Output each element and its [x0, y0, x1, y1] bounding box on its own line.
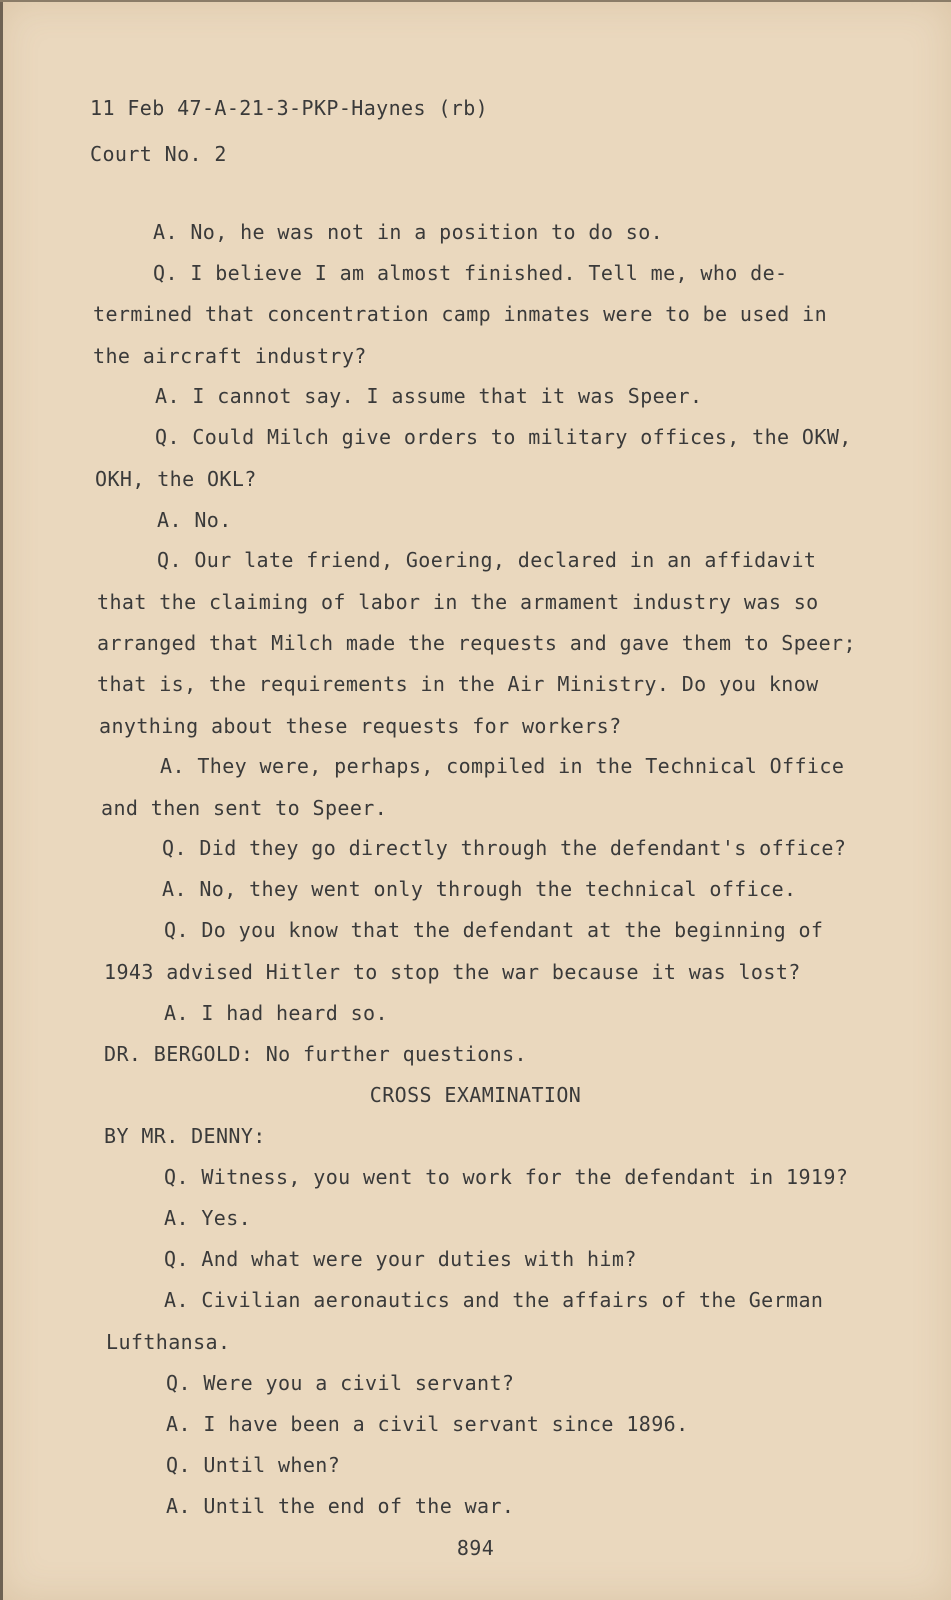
transcript-line: A. I cannot say. I assume that it was Speer.: [155, 384, 703, 408]
transcript-line: arranged that Milch made the requests and gave them to Speer;: [97, 631, 856, 655]
transcript-line: Q. I believe I am almost finished. Tell me, who de-: [153, 261, 788, 285]
transcript-line: Q. Were you a civil servant?: [166, 1371, 515, 1395]
transcript-line: 1943 advised Hitler to stop the war because it was lost?: [104, 960, 801, 984]
transcript-line: and then sent to Speer.: [101, 796, 388, 820]
transcript-line: A. No, they went only through the technical office.: [162, 877, 797, 901]
transcript-line: A. Civilian aeronautics and the affairs of the German: [164, 1288, 824, 1312]
transcript-line: A. Yes.: [164, 1206, 252, 1230]
transcript-line: termined that concentration camp inmates were to be used in: [93, 302, 828, 326]
section-heading: CROSS EXAMINATION: [369, 1083, 582, 1107]
transcript-line: Q. Witness, you went to work for the defendant in 1919?: [164, 1165, 849, 1189]
transcript-line: OKH, the OKL?: [95, 467, 257, 491]
transcript-line: Q. Did they go directly through the defendant's office?: [162, 836, 847, 860]
speaker-line: DR. BERGOLD: No further questions.: [104, 1042, 527, 1066]
transcript-line: that is, the requirements in the Air Ministry. Do you know: [97, 672, 819, 696]
transcript-line: A. They were, perhaps, compiled in the Technical Office: [160, 754, 845, 778]
transcript-line: A. No.: [157, 508, 232, 532]
transcript-line: Q. Our late friend, Goering, declared in an affidavit: [157, 548, 817, 572]
transcript-line: Q. Until when?: [166, 1453, 341, 1477]
header-reference: 11 Feb 47-A-21-3-PKP-Haynes (rb): [90, 96, 489, 120]
transcript-line: A. I had heard so.: [164, 1001, 388, 1025]
transcript-line: that the claiming of labor in the armament industry was so: [97, 590, 819, 614]
page-top-edge: [0, 0, 951, 2]
transcript-line: Q. Do you know that the defendant at the beginning of: [164, 918, 824, 942]
transcript-line: Q. Could Milch give orders to military offices, the OKW,: [155, 425, 852, 449]
header-court: Court No. 2: [90, 142, 227, 166]
transcript-line: the aircraft industry?: [93, 344, 367, 368]
page-left-edge: [0, 0, 3, 1600]
transcript-line: Q. And what were your duties with him?: [164, 1247, 637, 1271]
transcript-line: A. No, he was not in a position to do so.: [153, 220, 664, 244]
transcript-line: A. Until the end of the war.: [166, 1494, 515, 1518]
speaker-line: BY MR. DENNY:: [104, 1124, 266, 1148]
page-number: 894: [456, 1536, 495, 1560]
transcript-line: anything about these requests for workers?: [99, 714, 622, 738]
transcript-line: A. I have been a civil servant since 1896.: [166, 1412, 689, 1436]
transcript-line: Lufthansa.: [106, 1330, 231, 1354]
